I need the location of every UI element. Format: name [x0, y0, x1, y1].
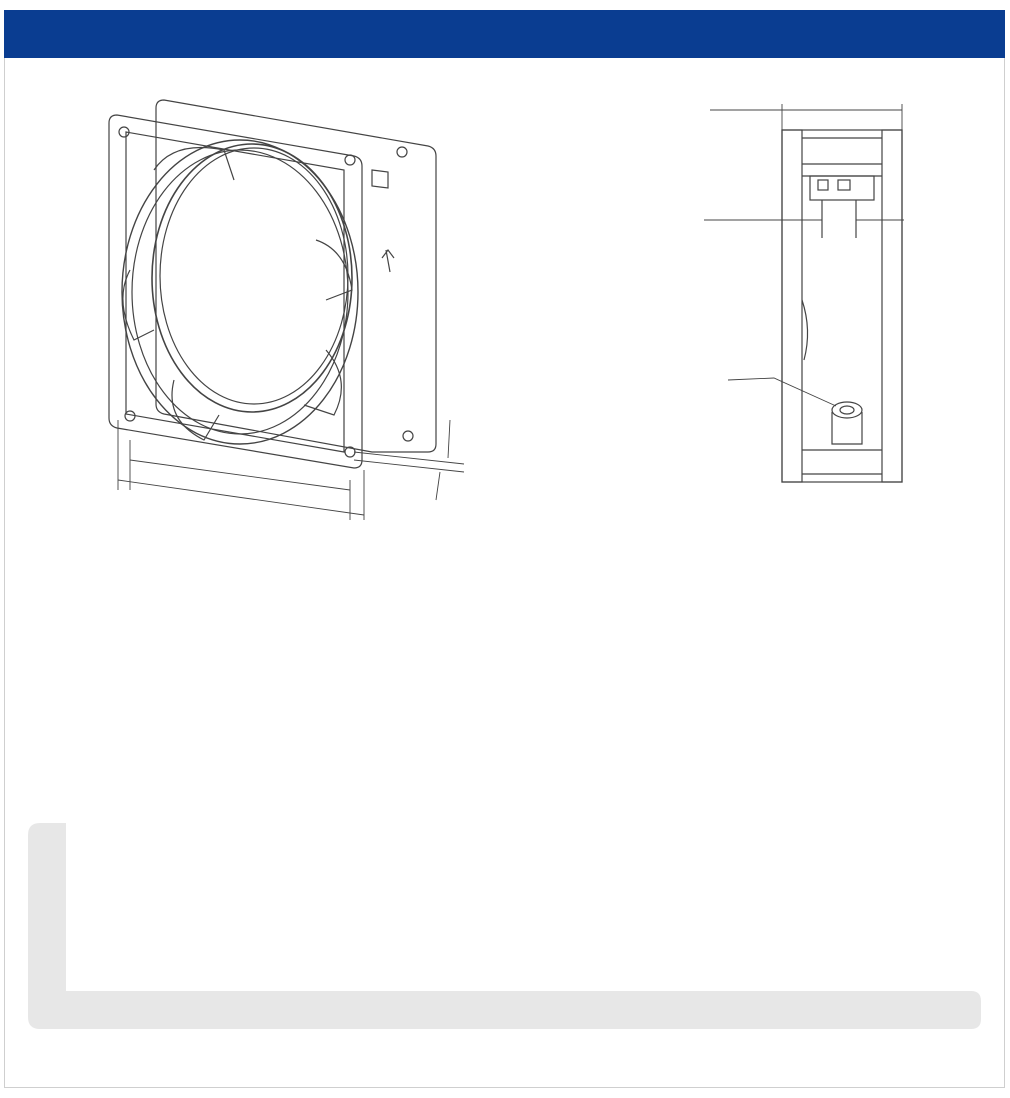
fan-drawings — [4, 60, 1005, 585]
fan-side-view — [704, 104, 904, 482]
page-title — [4, 10, 1005, 58]
performance-curves — [4, 810, 1005, 1040]
fan-front-view — [109, 100, 464, 520]
